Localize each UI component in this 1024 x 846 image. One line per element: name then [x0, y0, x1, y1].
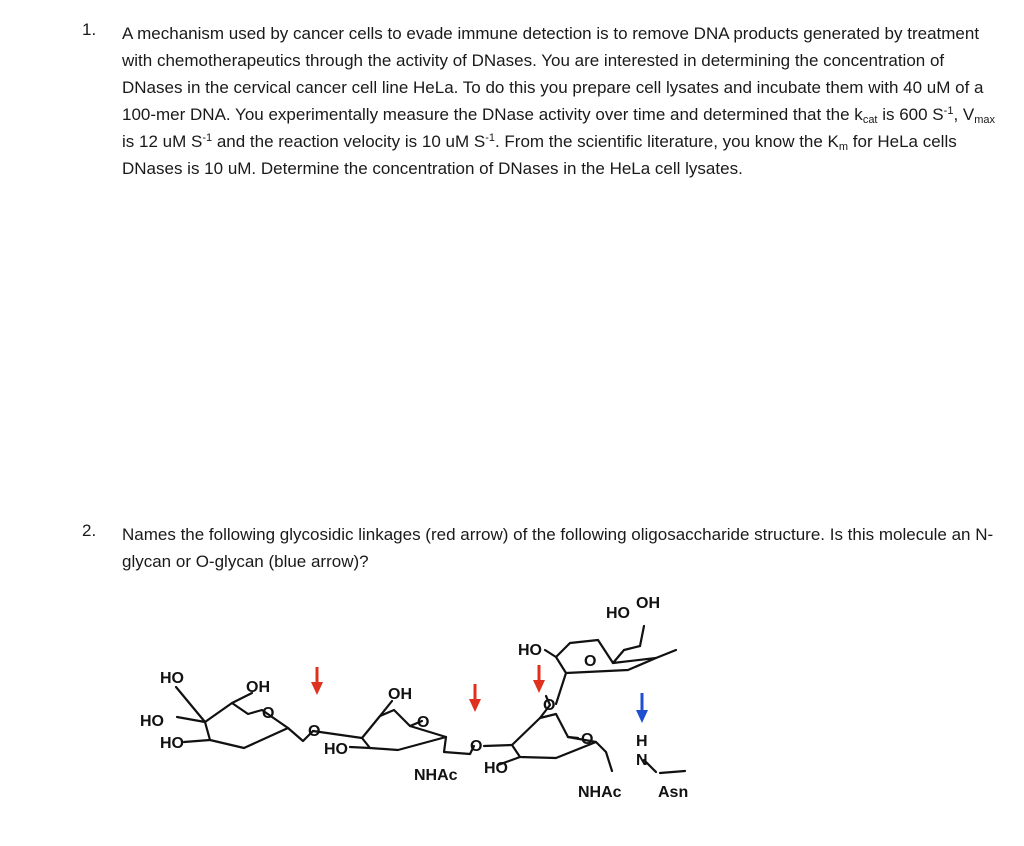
- red-arrow-1: [311, 667, 323, 695]
- superscript: -1: [202, 132, 213, 144]
- question-number: 1.: [82, 20, 97, 39]
- q1-kcat-value: is 600 S: [877, 105, 944, 124]
- label-nhac: NHAc: [578, 784, 622, 801]
- q1-literature: . From the scientific literature, you know the K: [494, 132, 839, 151]
- label-ho: HO: [140, 713, 164, 730]
- red-arrow-2: [469, 684, 481, 712]
- q1-intro: A mechanism used by cancer cells to evade immune detection is to remove DNA products generated by treatment with chemotherapeutics through the activity of DNases. You are interested in determining the concentration of DNases in the cervical cancer cell line HeLa. To do this you prepare cell lysates and incubate them with 40 uM of a 100-mer DNA. You experimentally measure the DNase activity over time and determined that the k: [122, 24, 984, 124]
- label-o: O: [581, 731, 594, 748]
- question-text: Names the following glycosidic linkages (red arrow) of the following oligosaccharide structure. Is this molecule an N-glycan or O-glycan (blue arrow)?: [122, 525, 994, 571]
- label-ho: HO: [324, 741, 348, 758]
- label-o: O: [543, 697, 556, 714]
- label-n: N: [636, 752, 648, 769]
- label-asn: Asn: [658, 784, 689, 801]
- label-o: O: [584, 653, 597, 670]
- ring-2: [362, 710, 446, 750]
- label-ho: HO: [160, 735, 184, 752]
- label-oh: OH: [388, 686, 412, 703]
- label-ho: HO: [606, 605, 630, 622]
- label-o: O: [417, 714, 430, 731]
- vmax-subscript: max: [974, 114, 996, 126]
- label-ho: HO: [484, 760, 508, 777]
- label-ho: HO: [160, 670, 184, 687]
- label-o: O: [470, 738, 483, 755]
- question-number: 2.: [82, 521, 97, 540]
- label-oh: OH: [636, 595, 660, 612]
- km-subscript: m: [838, 141, 849, 153]
- kcat-subscript: cat: [862, 114, 878, 126]
- blue-arrow: [636, 693, 648, 723]
- label-o: O: [262, 705, 275, 722]
- q1-vmax-prefix: , V: [953, 105, 975, 124]
- ring-1: [205, 703, 288, 748]
- superscript: -1: [943, 105, 954, 117]
- q1-velocity: and the reaction velocity is 10 uM S: [212, 132, 486, 151]
- q1-vmax-value: is 12 uM S: [122, 132, 203, 151]
- label-nhac: NHAc: [414, 767, 458, 784]
- label-oh: OH: [246, 679, 270, 696]
- red-arrow-3: [533, 665, 545, 693]
- superscript: -1: [485, 132, 495, 144]
- label-ho: HO: [518, 642, 542, 659]
- q1-end: for HeLa cells DNases is 10 uM. Determine the concentration of DNases in the HeLa cell lysates.: [122, 132, 957, 178]
- label-o: O: [308, 723, 321, 740]
- label-h: H: [636, 733, 648, 750]
